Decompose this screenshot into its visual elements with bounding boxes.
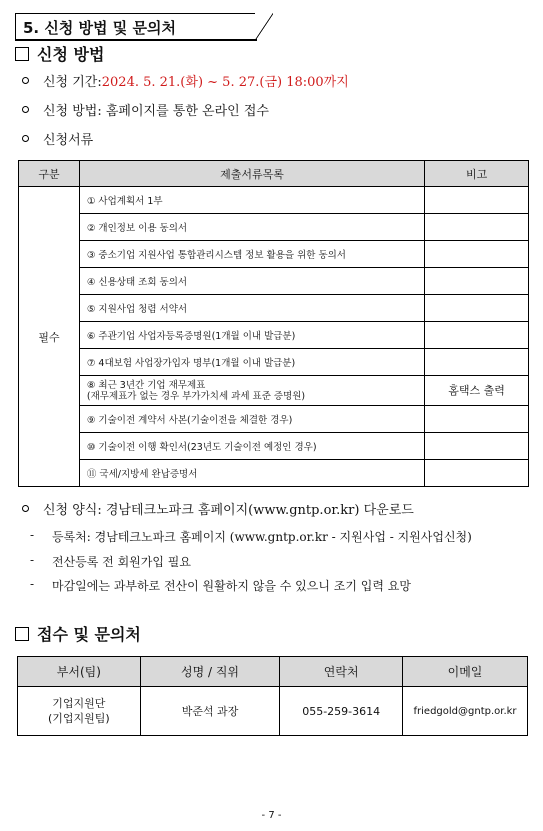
table-row: [19, 295, 529, 322]
section-title-box: [15, 13, 257, 40]
doc-note: [425, 460, 529, 487]
page-number: - 7 -: [261, 810, 282, 821]
doc-item: ⑥ 주관기업 사업자등록증명원(1개월 이내 발급분): [79, 322, 424, 349]
period-value: 2024. 5. 21.(화) ~ 5. 27.(금) 18:00까지: [101, 75, 349, 90]
header-category: 구분: [19, 161, 80, 187]
dash-bullet: -: [30, 553, 35, 567]
doc-item: ⑦ 4대보험 사업장가입자 명부(1개월 이내 발급분): [79, 349, 424, 376]
department-cell: [18, 687, 141, 736]
method-bullet: [22, 100, 269, 119]
documents-table: [18, 160, 529, 487]
apply-heading: 신청 방법: [37, 45, 105, 64]
doc-note: [425, 349, 529, 376]
table-row: [19, 433, 529, 460]
circle-bullet-icon: [22, 106, 29, 113]
contact-heading-block: [15, 622, 141, 645]
note-text: 마감일에는 과부하로 전산이 원활하지 않을 수 있으니 조기 입력 요망: [52, 579, 411, 593]
contact-table: [17, 656, 528, 736]
note-item: [30, 528, 472, 545]
docs-bullet: [22, 129, 93, 148]
section-title: 5. 신청 방법 및 문의처: [23, 19, 176, 37]
contact-heading: 접수 및 문의처: [37, 625, 141, 644]
doc-item-sub: (재무제표가 없는 경우 부가가치세 과세 표준 증명원): [86, 390, 306, 402]
circle-bullet-icon: [22, 135, 29, 142]
doc-item-multiline: [79, 376, 424, 406]
note-item: [30, 577, 411, 594]
department-name: 기업지원단: [52, 697, 106, 710]
doc-note: 홈택스 출력: [425, 376, 529, 406]
doc-item: ⑩ 기술이전 이행 확인서(23년도 기술이전 예정인 경우): [79, 433, 424, 460]
header-name-title: 성명 / 직위: [140, 657, 280, 687]
checkbox-square-icon: [15, 627, 29, 641]
doc-item: ④ 신용상태 조회 동의서: [79, 268, 424, 295]
documents-table-header: [19, 161, 529, 187]
table-row: [19, 349, 529, 376]
table-row: [19, 214, 529, 241]
doc-note: [425, 406, 529, 433]
method-text: 신청 방법: 홈페이지를 통한 온라인 접수: [43, 104, 269, 119]
circle-bullet-icon: [22, 505, 29, 512]
docs-label: 신청서류: [43, 133, 94, 148]
doc-item: ⑨ 기술이전 계약서 사본(기술이전을 체결한 경우): [79, 406, 424, 433]
doc-item: ⑤ 지원사업 청렴 서약서: [79, 295, 424, 322]
dash-bullet: -: [30, 528, 35, 542]
doc-item: ② 개인정보 이용 동의서: [79, 214, 424, 241]
header-doc-list: 제출서류목록: [79, 161, 424, 187]
table-row: [19, 322, 529, 349]
doc-note: [425, 268, 529, 295]
dash-bullet: -: [30, 577, 35, 591]
contact-phone: 055-259-3614: [280, 687, 403, 736]
contact-email: friedgold@gntp.or.kr: [403, 687, 528, 736]
header-department: 부서(팀): [18, 657, 141, 687]
period-label: 신청 기간:: [43, 75, 102, 90]
form-line: 신청 양식: 경남테크노파크 홈페이지(www.gntp.or.kr) 다운로드: [43, 503, 414, 518]
note-text: 등록처: 경남테크노파크 홈페이지 (www.gntp.or.kr - 지원사업 - 지원사업신청): [52, 530, 472, 544]
doc-note: [425, 241, 529, 268]
doc-item: ③ 중소기업 지원사업 통합관리시스템 정보 활용을 위한 동의서: [79, 241, 424, 268]
doc-note: [425, 433, 529, 460]
form-bullet: [22, 499, 414, 518]
doc-item: ① 사업계획서 1부: [79, 187, 424, 214]
table-row: [19, 241, 529, 268]
category-cell: 필수: [19, 187, 80, 487]
table-row: [19, 406, 529, 433]
header-note: 비고: [425, 161, 529, 187]
section-title-underline: [15, 39, 257, 41]
table-row: [19, 187, 529, 214]
note-item: [30, 553, 191, 570]
doc-note: [425, 187, 529, 214]
doc-item: ⑧ 최근 3년간 기업 재무제표: [86, 379, 206, 391]
doc-note: [425, 295, 529, 322]
table-row: [19, 376, 529, 406]
doc-note: [425, 214, 529, 241]
apply-heading-block: [15, 42, 104, 65]
table-row: [18, 687, 528, 736]
header-email: 이메일: [403, 657, 528, 687]
period-bullet: [22, 71, 349, 90]
table-row: [19, 268, 529, 295]
table-row: [19, 460, 529, 487]
checkbox-square-icon: [15, 47, 29, 61]
team-name: (기업지원팀): [47, 712, 110, 725]
circle-bullet-icon: [22, 77, 29, 84]
contact-table-header: [18, 657, 528, 687]
note-text: 전산등록 전 회원가입 필요: [52, 555, 191, 569]
doc-note: [425, 322, 529, 349]
header-phone: 연락처: [280, 657, 403, 687]
contact-name: 박준석 과장: [140, 687, 280, 736]
doc-item: ⑪ 국세/지방세 완납증명서: [79, 460, 424, 487]
